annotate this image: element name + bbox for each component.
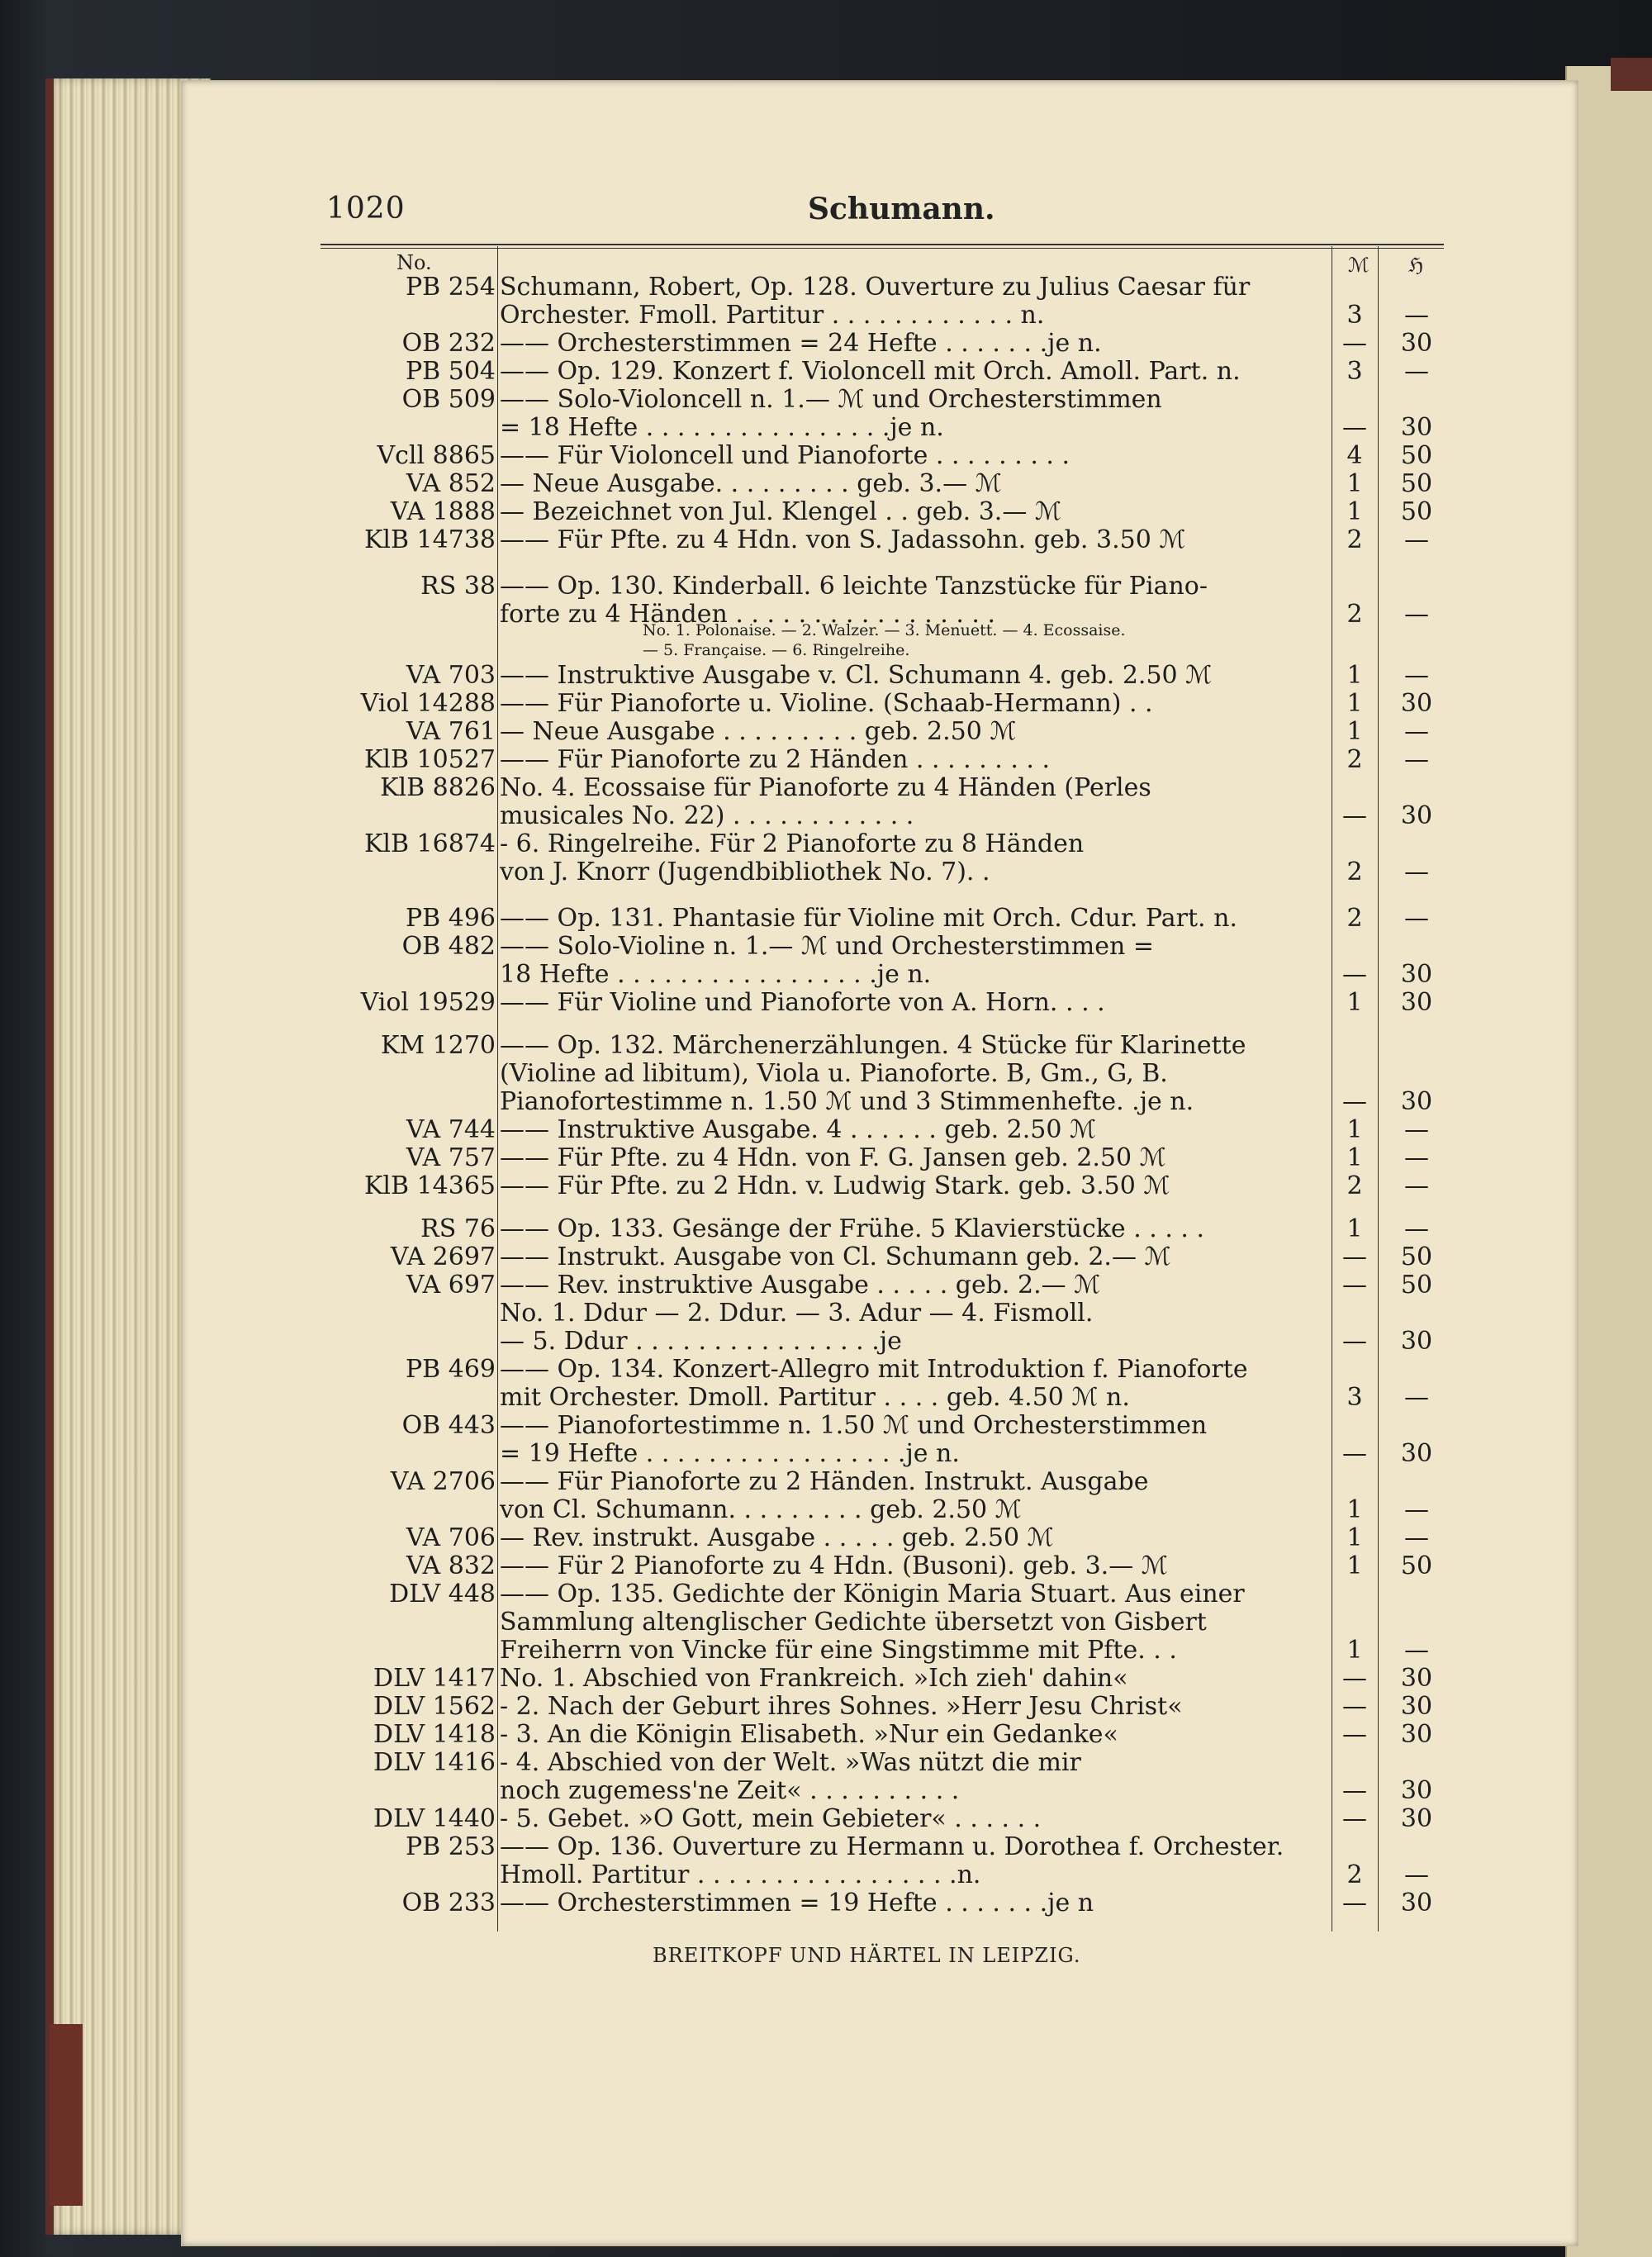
catalog-number: DLV 448 <box>389 1580 496 1608</box>
entry-description: Schumann, Robert, Op. 128. Ouverture zu Julius Caesar für <box>500 273 1251 302</box>
price-pf: — <box>1404 1171 1429 1200</box>
catalog-number: VA 761 <box>406 717 496 746</box>
price-pf: — <box>1404 717 1429 746</box>
price-pf: — <box>1404 661 1429 690</box>
catalog-number: Viol 14288 <box>360 689 496 718</box>
entry-description: - 6. Ringelreihe. Für 2 Pianoforte zu 8 Händen <box>500 829 1085 858</box>
entry-description: —— Solo-Violine n. 1.— ℳ und Orchesterstimmen = <box>500 932 1154 961</box>
price-mark: 4 <box>1346 441 1363 470</box>
price-pf: 30 <box>1400 1664 1433 1693</box>
price-mark: — <box>1342 1776 1367 1805</box>
catalog-number: OB 509 <box>401 385 496 414</box>
price-pf: 50 <box>1400 469 1433 498</box>
price-pf: 30 <box>1400 1439 1433 1468</box>
entry-description: —— Op. 132. Märchenerzählungen. 4 Stücke für Klarinette <box>500 1031 1246 1060</box>
catalog-number: VA 852 <box>406 469 496 498</box>
header-rule <box>320 244 1444 245</box>
catalog-number: PB 469 <box>405 1355 496 1384</box>
catalog-number: DLV 1562 <box>373 1692 496 1721</box>
catalog-number: PB 504 <box>405 357 496 386</box>
entry-description: —— Instruktive Ausgabe v. Cl. Schumann 4. geb. 2.50 ℳ <box>500 661 1213 690</box>
price-mark: — <box>1342 1439 1367 1468</box>
price-mark: 2 <box>1346 1860 1363 1889</box>
price-pf: 30 <box>1400 413 1433 442</box>
price-pf: 30 <box>1400 960 1433 989</box>
price-mark: 2 <box>1346 745 1363 774</box>
price-mark: — <box>1342 1271 1367 1300</box>
price-pf: — <box>1404 858 1429 886</box>
entry-description: von J. Knorr (Jugendbibliothek No. 7). . <box>500 858 990 886</box>
entry-description: - 2. Nach der Geburt ihres Sohnes. »Herr Jesu Christ« <box>500 1692 1183 1721</box>
entry-description: musicales No. 22) . . . . . . . . . . . . <box>500 801 914 830</box>
price-mark: — <box>1342 1243 1367 1271</box>
entry-description: — Rev. instrukt. Ausgabe . . . . . geb. 2.50 ℳ <box>500 1523 1054 1552</box>
price-mark: 1 <box>1346 1636 1363 1665</box>
price-mark: — <box>1342 1804 1367 1833</box>
entry-description: —— Op. 135. Gedichte der Königin Maria Stuart. Aus einer <box>500 1580 1245 1608</box>
entry-description: —— Rev. instruktive Ausgabe . . . . . geb. 2.— ℳ <box>500 1271 1101 1300</box>
price-mark: — <box>1342 1087 1367 1116</box>
catalog-number: Viol 19529 <box>360 988 496 1017</box>
catalog-number: KlB 10527 <box>363 745 496 774</box>
entry-description: — 5. Ddur . . . . . . . . . . . . . . . .je <box>500 1327 902 1356</box>
price-mark: 1 <box>1346 1551 1363 1580</box>
entry-description: —— Pianofortestimme n. 1.50 ℳ und Orchesterstimmen <box>500 1411 1208 1440</box>
entry-description: —— Für Pfte. zu 4 Hdn. von F. G. Jansen geb. 2.50 ℳ <box>500 1143 1166 1172</box>
entry-description: Hmoll. Partitur . . . . . . . . . . . . . . . . .n. <box>500 1860 981 1889</box>
price-mark: 3 <box>1346 301 1363 330</box>
price-mark: 1 <box>1346 717 1363 746</box>
catalog-number: PB 254 <box>405 273 496 302</box>
entry-description: (Violine ad libitum), Viola u. Pianoforte. B, Gm., G, B. <box>500 1059 1168 1088</box>
catalog-number: VA 757 <box>406 1143 496 1172</box>
price-mark: 1 <box>1346 1143 1363 1172</box>
price-mark: 1 <box>1346 1523 1363 1552</box>
entry-description: —— Solo-Violoncell n. 1.— ℳ und Orchesterstimmen <box>500 385 1162 414</box>
entry-description: —— Op. 134. Konzert-Allegro mit Introduktion f. Pianoforte <box>500 1355 1248 1384</box>
entry-description: —— Für Pfte. zu 2 Hdn. v. Ludwig Stark. geb. 3.50 ℳ <box>500 1171 1170 1200</box>
pf-column-divider <box>1378 246 1379 1932</box>
entry-description: 18 Hefte . . . . . . . . . . . . . . . . .je n. <box>500 960 932 989</box>
entry-description: Pianofortestimme n. 1.50 ℳ und 3 Stimmenhefte. .je n. <box>500 1087 1194 1116</box>
price-pf: 30 <box>1400 988 1433 1017</box>
catalog-number: Vcll 8865 <box>377 441 496 470</box>
price-pf: — <box>1404 1143 1429 1172</box>
catalog-number: VA 706 <box>406 1523 496 1552</box>
bookmark-tab <box>1611 58 1652 91</box>
pf-column-label: ℌ <box>1408 254 1424 277</box>
price-pf: 50 <box>1400 441 1433 470</box>
price-mark: — <box>1342 413 1367 442</box>
catalog-number: DLV 1440 <box>373 1804 496 1833</box>
entry-description: —— Für Violoncell und Pianoforte . . . . . . . . . <box>500 441 1070 470</box>
price-mark: 2 <box>1346 904 1363 933</box>
price-pf: 30 <box>1400 329 1433 358</box>
price-mark: — <box>1342 1664 1367 1693</box>
catalog-number: RS 38 <box>420 572 496 601</box>
entry-description: —— Op. 133. Gesänge der Frühe. 5 Klavierstücke . . . . . <box>500 1214 1205 1243</box>
price-pf: — <box>1404 1115 1429 1144</box>
catalog-number: DLV 1416 <box>373 1748 496 1777</box>
entry-description: — Neue Ausgabe . . . . . . . . . geb. 2.50 ℳ <box>500 717 1017 746</box>
catalog-number: VA 697 <box>406 1271 496 1300</box>
price-pf: — <box>1404 904 1429 933</box>
catalog-number: OB 443 <box>401 1411 496 1440</box>
price-pf: 30 <box>1400 1327 1433 1356</box>
catalog-number: VA 832 <box>406 1551 496 1580</box>
price-pf: 50 <box>1400 1551 1433 1580</box>
entry-description: No. 1. Ddur — 2. Ddur. — 3. Adur — 4. Fismoll. <box>500 1299 1094 1328</box>
price-mark: — <box>1342 1327 1367 1356</box>
price-mark: — <box>1342 1692 1367 1721</box>
entry-description: forte zu 4 Händen . . . . . . . . . . . . . . . . . <box>500 600 996 629</box>
catalog-number: KM 1270 <box>380 1031 496 1060</box>
price-pf: — <box>1404 1214 1429 1243</box>
catalog-number: VA 744 <box>406 1115 496 1144</box>
catalog-number: DLV 1417 <box>373 1664 496 1693</box>
catalog-column-divider <box>497 246 498 1932</box>
price-mark: 1 <box>1346 689 1363 718</box>
entry-description: Orchester. Fmoll. Partitur . . . . . . . . . . . . n. <box>500 301 1045 330</box>
price-pf: — <box>1404 1495 1429 1524</box>
price-pf: — <box>1404 745 1429 774</box>
catalog-number: VA 2697 <box>390 1243 496 1271</box>
entry-description: —— Für Violine und Pianoforte von A. Horn. . . . <box>500 988 1105 1017</box>
price-mark: 2 <box>1346 1171 1363 1200</box>
entry-description: —— Für Pianoforte u. Violine. (Schaab-Hermann) . . <box>500 689 1153 718</box>
price-pf: 30 <box>1400 1720 1433 1749</box>
entry-description: = 19 Hefte . . . . . . . . . . . . . . . . .je n. <box>500 1439 960 1468</box>
catalog-number: VA 703 <box>406 661 496 690</box>
price-mark: 3 <box>1346 357 1363 386</box>
tracklist-note: — 5. Française. — 6. Ringelreihe. <box>643 641 910 659</box>
price-pf: — <box>1404 1383 1429 1412</box>
catalog-number: KlB 8826 <box>380 773 496 802</box>
price-mark: — <box>1342 960 1367 989</box>
price-pf: — <box>1404 357 1429 386</box>
catalog-number: PB 496 <box>405 904 496 933</box>
price-mark: 3 <box>1346 1383 1363 1412</box>
price-mark: 2 <box>1346 858 1363 886</box>
price-pf: 30 <box>1400 1776 1433 1805</box>
catalog-number: DLV 1418 <box>373 1720 496 1749</box>
catalog-number: KlB 16874 <box>363 829 496 858</box>
entry-description: — Neue Ausgabe. . . . . . . . . geb. 3.— ℳ <box>500 469 1002 498</box>
price-pf: — <box>1404 1523 1429 1552</box>
price-pf: 30 <box>1400 1889 1433 1917</box>
price-pf: 30 <box>1400 689 1433 718</box>
catalog-number: KlB 14365 <box>363 1171 496 1200</box>
price-mark: 1 <box>1346 469 1363 498</box>
entry-description: - 3. An die Königin Elisabeth. »Nur ein Gedanke« <box>500 1720 1118 1749</box>
entry-description: Freiherrn von Vincke für eine Singstimme mit Pfte. . . <box>500 1636 1177 1665</box>
header-rule-double <box>320 248 1444 249</box>
entry-description: = 18 Hefte . . . . . . . . . . . . . . . .je n. <box>500 413 944 442</box>
entry-description: —— Op. 130. Kinderball. 6 leichte Tanzstücke für Piano- <box>500 572 1208 601</box>
entry-description: —— Orchesterstimmen = 19 Hefte . . . . . . .je n <box>500 1889 1094 1917</box>
entry-description: —— Für Pfte. zu 4 Hdn. von S. Jadassohn. geb. 3.50 ℳ <box>500 525 1186 554</box>
entry-description: —— Op. 136. Ouverture zu Hermann u. Dorothea f. Orchester. <box>500 1832 1284 1861</box>
price-mark: — <box>1342 1720 1367 1749</box>
mark-column-label: ℳ <box>1348 254 1370 277</box>
entry-description: —— Orchesterstimmen = 24 Hefte . . . . . . .je n. <box>500 329 1102 358</box>
entry-description: - 5. Gebet. »O Gott, mein Gebieter« . . . . . . <box>500 1804 1042 1833</box>
price-pf: — <box>1404 1636 1429 1665</box>
entry-description: —— Für Pianoforte zu 2 Händen. Instrukt. Ausgabe <box>500 1467 1149 1496</box>
price-mark: 1 <box>1346 497 1363 526</box>
price-pf: — <box>1404 1860 1429 1889</box>
price-mark: 1 <box>1346 661 1363 690</box>
price-pf: 50 <box>1400 1271 1433 1300</box>
price-pf: 50 <box>1400 1243 1433 1271</box>
price-mark: — <box>1342 1889 1367 1917</box>
catalog-number: KlB 14738 <box>363 525 496 554</box>
price-pf: 30 <box>1400 801 1433 830</box>
price-mark: 1 <box>1346 1495 1363 1524</box>
catalog-number: RS 76 <box>420 1214 496 1243</box>
page-title: Schumann. <box>808 192 995 226</box>
price-pf: — <box>1404 600 1429 629</box>
entry-description: von Cl. Schumann. . . . . . . . . geb. 2.50 ℳ <box>500 1495 1022 1524</box>
catalog-number: VA 2706 <box>390 1467 496 1496</box>
price-pf: — <box>1404 301 1429 330</box>
tracklist-note: No. 1. Polonaise. — 2. Walzer. — 3. Menuett. — 4. Ecossaise. <box>643 621 1126 639</box>
price-mark: 1 <box>1346 1115 1363 1144</box>
catalog-number: OB 233 <box>401 1889 496 1917</box>
entry-description: —— Für 2 Pianoforte zu 4 Hdn. (Busoni). geb. 3.— ℳ <box>500 1551 1168 1580</box>
entry-description: —— Für Pianoforte zu 2 Händen . . . . . . . . . <box>500 745 1051 774</box>
catalog-column-label: No. <box>396 251 432 274</box>
price-mark: 2 <box>1346 525 1363 554</box>
price-mark: 1 <box>1346 1214 1363 1243</box>
entry-description: noch zugemess'ne Zeit« . . . . . . . . . . <box>500 1776 960 1805</box>
book-spine-marker <box>50 2024 83 2206</box>
entry-description: No. 4. Ecossaise für Pianoforte zu 4 Händen (Perles <box>500 773 1151 802</box>
price-pf: 30 <box>1400 1692 1433 1721</box>
price-mark: 1 <box>1346 988 1363 1017</box>
price-mark: — <box>1342 329 1367 358</box>
catalog-number: OB 232 <box>401 329 496 358</box>
entry-description: No. 1. Abschied von Frankreich. »Ich zieh' dahin« <box>500 1664 1128 1693</box>
entry-description: —— Op. 129. Konzert f. Violoncell mit Orch. Amoll. Part. n. <box>500 357 1241 386</box>
catalog-number: VA 1888 <box>390 497 496 526</box>
entry-description: mit Orchester. Dmoll. Partitur . . . . geb. 4.50 ℳ n. <box>500 1383 1130 1412</box>
entry-description: Sammlung altenglischer Gedichte übersetzt von Gisbert <box>500 1608 1207 1637</box>
entry-description: — Bezeichnet von Jul. Klengel . . geb. 3.— ℳ <box>500 497 1061 526</box>
publisher-footer: BREITKOPF UND HÄRTEL IN LEIPZIG. <box>653 1944 1081 1967</box>
price-pf: 30 <box>1400 1804 1433 1833</box>
page-number: 1020 <box>326 192 406 226</box>
entry-description: —— Op. 131. Phantasie für Violine mit Orch. Cdur. Part. n. <box>500 904 1237 933</box>
price-pf: — <box>1404 525 1429 554</box>
entry-description: —— Instrukt. Ausgabe von Cl. Schumann geb. 2.— ℳ <box>500 1243 1171 1271</box>
entry-description: - 4. Abschied von der Welt. »Was nützt die mir <box>500 1748 1081 1777</box>
price-mark: — <box>1342 801 1367 830</box>
catalog-number: OB 482 <box>401 932 496 961</box>
price-pf: 50 <box>1400 497 1433 526</box>
catalog-number: PB 253 <box>405 1832 496 1861</box>
price-pf: 30 <box>1400 1087 1433 1116</box>
facing-page-edge <box>1565 66 1652 2257</box>
price-mark: 2 <box>1346 600 1363 629</box>
entry-description: —— Instruktive Ausgabe. 4 . . . . . . geb. 2.50 ℳ <box>500 1115 1097 1144</box>
